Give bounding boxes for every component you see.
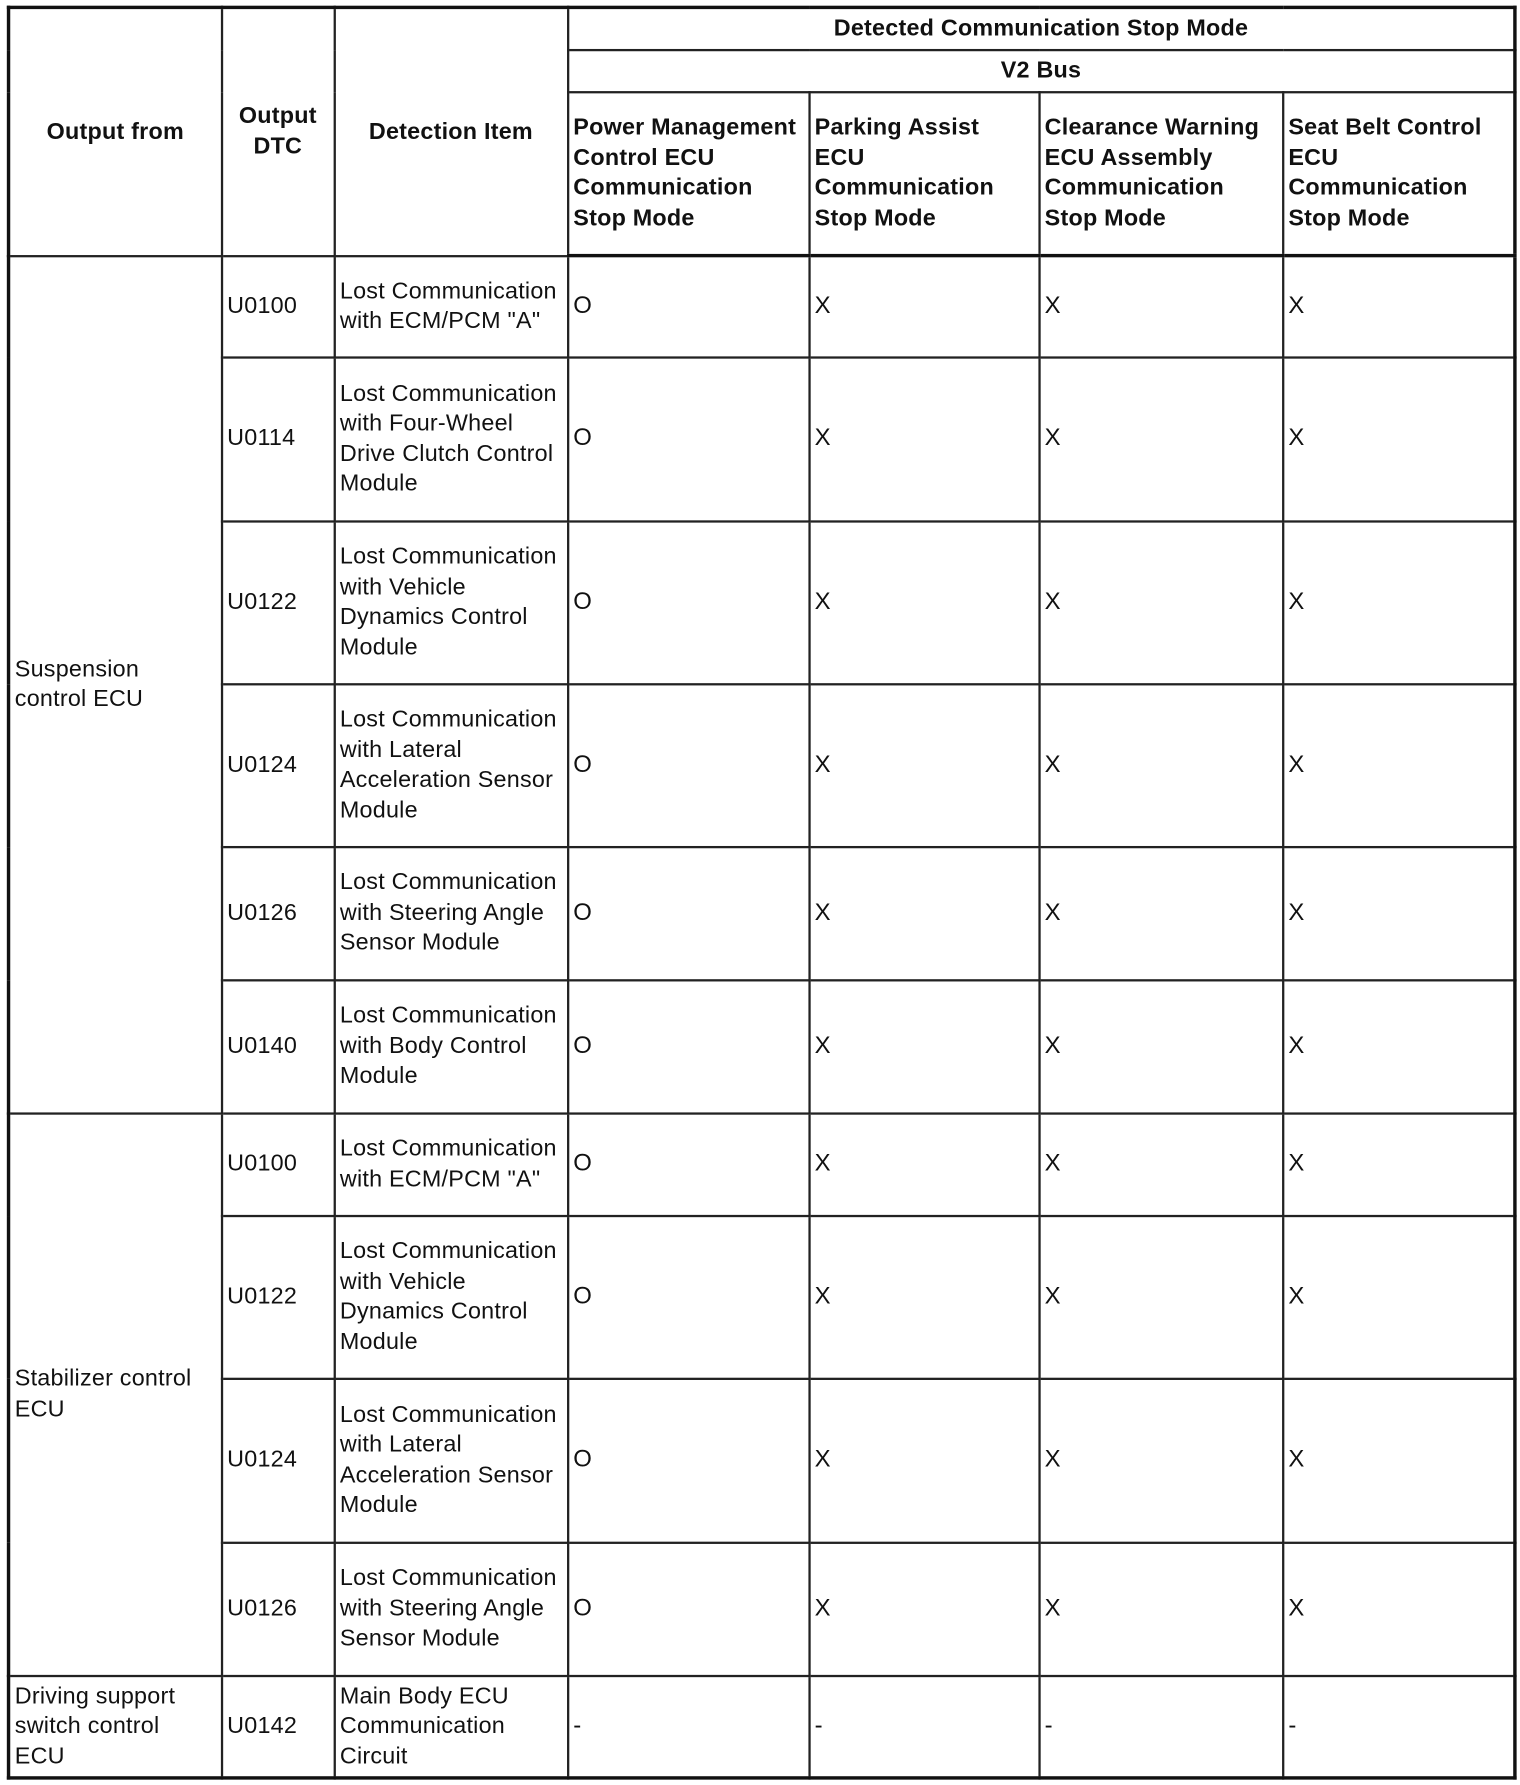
mark-cell: X bbox=[1283, 847, 1515, 980]
table-row bbox=[9, 1378, 1515, 1542]
mark-cell: X bbox=[1283, 980, 1515, 1113]
mark-cell: X bbox=[809, 1378, 1039, 1542]
mark-cell: X bbox=[1283, 1542, 1515, 1675]
detection-item-cell: Main Body ECU Communication Circuit bbox=[334, 1675, 567, 1777]
mark-cell: X bbox=[1283, 1113, 1515, 1215]
mark-cell: X bbox=[1283, 684, 1515, 847]
mark-cell: X bbox=[809, 1542, 1039, 1675]
header-clearance-warning-mode: Clearance Warning ECU Assembly Communication Stop Mode bbox=[1039, 92, 1283, 256]
mark-cell: X bbox=[1039, 847, 1283, 980]
mark-cell: X bbox=[809, 1113, 1039, 1215]
dtc-cell: U0100 bbox=[221, 256, 334, 357]
dtc-cell: U0124 bbox=[221, 684, 334, 847]
table-row bbox=[9, 1675, 1515, 1777]
mark-cell: O bbox=[568, 1113, 809, 1215]
table-row bbox=[9, 980, 1515, 1113]
table-row bbox=[9, 847, 1515, 980]
mark-cell: O bbox=[568, 357, 809, 521]
table-row bbox=[9, 357, 1515, 521]
mark-cell: O bbox=[568, 256, 809, 357]
mark-cell: X bbox=[1283, 521, 1515, 684]
mark-cell: X bbox=[809, 980, 1039, 1113]
header-output-from: Output from bbox=[9, 7, 222, 255]
dtc-cell: U0140 bbox=[221, 980, 334, 1113]
mark-cell: X bbox=[809, 256, 1039, 357]
header-parking-assist-mode: Parking Assist ECU Communication Stop Mode bbox=[809, 92, 1039, 256]
detection-item-cell: Lost Communication with Vehicle Dynamics Control Module bbox=[334, 1215, 567, 1378]
output-from-cell: Driving support switch control ECU bbox=[9, 1675, 222, 1777]
mark-cell: - bbox=[809, 1675, 1039, 1777]
dtc-cell: U0114 bbox=[221, 357, 334, 521]
dtc-cell: U0126 bbox=[221, 847, 334, 980]
header-power-management-mode: Power Management Control ECU Communication Stop Mode bbox=[568, 92, 809, 256]
mark-cell: X bbox=[1039, 1378, 1283, 1542]
table-row bbox=[9, 521, 1515, 684]
mark-cell: X bbox=[1039, 1215, 1283, 1378]
detection-item-cell: Lost Communication with Vehicle Dynamics Control Module bbox=[334, 521, 567, 684]
mark-cell: O bbox=[568, 684, 809, 847]
table-row bbox=[9, 1542, 1515, 1675]
header-output-dtc: Output DTC bbox=[221, 7, 334, 255]
mark-cell: X bbox=[1039, 1113, 1283, 1215]
mark-cell: - bbox=[1283, 1675, 1515, 1777]
mark-cell: X bbox=[1283, 1378, 1515, 1542]
mark-cell: X bbox=[1039, 684, 1283, 847]
detection-item-cell: Lost Communication with Four-Wheel Drive Clutch Control Module bbox=[334, 357, 567, 521]
mark-cell: X bbox=[809, 847, 1039, 980]
mark-cell: O bbox=[568, 847, 809, 980]
dtc-cell: U0142 bbox=[221, 1675, 334, 1777]
header-detection-item: Detection Item bbox=[334, 7, 567, 255]
dtc-cell: U0122 bbox=[221, 1215, 334, 1378]
header-seat-belt-mode: Seat Belt Control ECU Communication Stop Mode bbox=[1283, 92, 1515, 256]
communication-stop-table bbox=[7, 6, 1517, 1780]
mark-cell: X bbox=[809, 357, 1039, 521]
mark-cell: O bbox=[568, 521, 809, 684]
header-detected-mode: Detected Communication Stop Mode bbox=[568, 7, 1515, 49]
mark-cell: X bbox=[1283, 256, 1515, 357]
table-row bbox=[9, 1113, 1515, 1215]
mark-cell: - bbox=[1039, 1675, 1283, 1777]
detection-item-cell: Lost Communication with Steering Angle Sensor Module bbox=[334, 847, 567, 980]
dtc-cell: U0126 bbox=[221, 1542, 334, 1675]
mark-cell: X bbox=[1039, 980, 1283, 1113]
mark-cell: X bbox=[1039, 1542, 1283, 1675]
mark-cell: X bbox=[1039, 357, 1283, 521]
detection-item-cell: Lost Communication with Steering Angle Sensor Module bbox=[334, 1542, 567, 1675]
detection-item-cell: Lost Communication with Body Control Module bbox=[334, 980, 567, 1113]
output-from-cell: Suspension control ECU bbox=[9, 256, 222, 1113]
detection-item-cell: Lost Communication with ECM/PCM "A" bbox=[334, 256, 567, 357]
detection-item-cell: Lost Communication with Lateral Acceleration Sensor Module bbox=[334, 1378, 567, 1542]
detection-item-cell: Lost Communication with Lateral Acceleration Sensor Module bbox=[334, 684, 567, 847]
mark-cell: X bbox=[809, 684, 1039, 847]
mark-cell: X bbox=[1283, 357, 1515, 521]
output-from-cell: Stabilizer control ECU bbox=[9, 1113, 222, 1675]
mark-cell: - bbox=[568, 1675, 809, 1777]
mark-cell: X bbox=[1039, 256, 1283, 357]
table-row bbox=[9, 1215, 1515, 1378]
dtc-cell: U0122 bbox=[221, 521, 334, 684]
mark-cell: O bbox=[568, 1215, 809, 1378]
mark-cell: X bbox=[1283, 1215, 1515, 1378]
table-row bbox=[9, 684, 1515, 847]
dtc-cell: U0124 bbox=[221, 1378, 334, 1542]
dtc-cell: U0100 bbox=[221, 1113, 334, 1215]
table-body bbox=[9, 256, 1515, 1778]
mark-cell: O bbox=[568, 1542, 809, 1675]
table-header bbox=[9, 7, 1515, 255]
mark-cell: O bbox=[568, 1378, 809, 1542]
detection-item-cell: Lost Communication with ECM/PCM "A" bbox=[334, 1113, 567, 1215]
mark-cell: O bbox=[568, 980, 809, 1113]
mark-cell: X bbox=[809, 1215, 1039, 1378]
mark-cell: X bbox=[809, 521, 1039, 684]
table-row bbox=[9, 256, 1515, 357]
header-v2-bus: V2 Bus bbox=[568, 50, 1515, 92]
mark-cell: X bbox=[1039, 521, 1283, 684]
